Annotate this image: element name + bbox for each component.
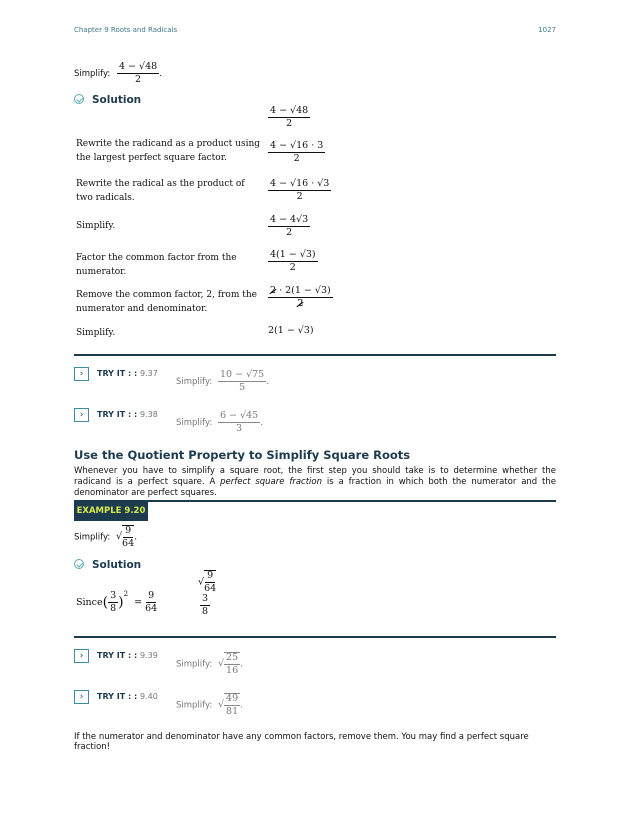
fraction-denominator: 2 xyxy=(135,73,142,85)
example-banner: EXAMPLE 9.20 xyxy=(74,502,148,521)
try-it-title: TRY IT : : xyxy=(97,651,138,660)
try-it-title: TRY IT : : xyxy=(97,692,138,701)
fraction-denominator: 2 xyxy=(286,226,293,238)
base-fraction xyxy=(108,591,118,614)
page-number: 1027 xyxy=(538,26,556,34)
fraction-numerator: 4 − 4√3 xyxy=(270,214,309,225)
fraction-denominator: 64 xyxy=(122,537,135,549)
fraction-numerator: 6 − √45 xyxy=(219,410,259,421)
radical-fraction: √ $\frac{9}{64}$ xyxy=(115,525,135,549)
fraction-numerator: 3 xyxy=(110,590,117,602)
radicand-fraction xyxy=(224,652,240,676)
term-emphasis: perfect square fraction xyxy=(220,477,322,487)
fraction-denominator: 3 xyxy=(236,422,243,434)
section-divider xyxy=(74,354,556,356)
solution-label: Solution xyxy=(92,559,142,571)
cancelled-factor: 2 xyxy=(270,285,277,296)
example-prompt xyxy=(74,525,137,549)
exponent: 2 xyxy=(123,590,129,598)
step-text: Factor the common factor from the numerator. xyxy=(76,253,237,277)
fraction-denominator: 16 xyxy=(226,664,239,676)
simplify-label: Simplify: xyxy=(74,68,111,79)
check-circle-icon xyxy=(74,94,84,104)
fraction-denominator: 8 xyxy=(202,605,209,617)
step-expression xyxy=(268,286,333,309)
period: . xyxy=(240,658,244,670)
try-it-expand-button[interactable]: › xyxy=(74,367,89,381)
footer-paragraph: If the numerator and denominator have any common factors, remove them. You may find a perfect square fraction! xyxy=(74,732,529,752)
simplify-label: Simplify: xyxy=(176,700,213,711)
simplify-label: Simplify: xyxy=(176,376,213,387)
try-it-label xyxy=(97,369,158,378)
try-it-fraction xyxy=(218,411,260,434)
step-text: Rewrite the radicand as a product using the largest perfect square factor. xyxy=(76,139,261,163)
section-title: Use the Quotient Property to Simplify Square Roots xyxy=(74,448,411,462)
fraction-numerator xyxy=(268,286,333,298)
fraction-numerator: 25 xyxy=(226,652,239,663)
radical-expression: √ $\frac{9}{64}$ xyxy=(198,570,217,594)
chapter-header: Chapter 9 Roots and Radicals xyxy=(74,26,178,34)
radicand-fraction xyxy=(224,693,240,717)
since-statement xyxy=(76,590,157,614)
try-it-title: TRY IT : : xyxy=(97,410,138,419)
period: . xyxy=(260,416,264,428)
fraction-numerator: 4 − √48 xyxy=(118,61,158,72)
paragraph-text: is a fraction in which both the numerator and the denominator are perfect squares. xyxy=(74,477,556,498)
try-it-fraction xyxy=(218,370,266,393)
try-it-prompt xyxy=(176,411,263,434)
fraction-numerator: 4 − √48 xyxy=(270,105,309,116)
fraction-numerator: 4(1 − √3) xyxy=(270,249,316,260)
fraction-denominator: 8 xyxy=(110,603,117,614)
numerator-remainder: · 2(1 − √3) xyxy=(276,285,331,296)
fraction-denominator: 2 xyxy=(289,261,296,273)
fraction-numerator: 49 xyxy=(226,693,239,704)
start-expression xyxy=(268,106,310,129)
radical-fraction: √ $\frac{25}{16}$ xyxy=(217,652,239,676)
rhs-fraction xyxy=(145,591,157,614)
fraction-numerator: 4 − √16 · 3 xyxy=(270,140,324,151)
fraction-denominator: 2 xyxy=(293,152,300,164)
fraction-numerator: 9 xyxy=(148,590,155,602)
fraction-numerator: 3 xyxy=(202,593,209,604)
try-it-expand-button[interactable]: › xyxy=(74,690,89,704)
fraction-denominator: 81 xyxy=(226,705,239,717)
step-expression xyxy=(268,179,331,202)
paragraph-text: Whenever you have to simplify a square root, the first step you should take is to determine whether the radicand is a perfect square. A xyxy=(74,466,556,487)
try-it-expand-button[interactable]: › xyxy=(74,649,89,663)
simplify-label: Simplify: xyxy=(74,532,111,543)
solution-heading-1 xyxy=(74,88,141,107)
example-prompt xyxy=(74,62,162,85)
solution-heading-2 xyxy=(74,553,141,572)
cancelled-factor: 2 xyxy=(297,297,304,309)
period: . xyxy=(159,67,163,79)
step-text: Simplify. xyxy=(76,221,116,231)
step-result: 2(1 − √3) xyxy=(268,325,314,336)
fraction-numerator: 9 xyxy=(207,570,214,581)
section-divider xyxy=(74,636,556,638)
left-paren: ( xyxy=(102,594,109,611)
try-it-label xyxy=(97,692,158,701)
radical-fraction: √ $\frac{49}{81}$ xyxy=(217,693,239,717)
try-it-prompt xyxy=(176,693,243,717)
equals-sign: = xyxy=(134,597,143,608)
try-it-prompt xyxy=(176,652,243,676)
period: . xyxy=(134,531,138,543)
fraction-denominator: 2 xyxy=(296,190,303,202)
try-it-prompt xyxy=(176,370,269,393)
try-it-title: TRY IT : : xyxy=(97,369,138,378)
prompt-fraction xyxy=(117,62,159,85)
fraction-denominator: 5 xyxy=(239,381,246,393)
try-it-number: 9.37 xyxy=(139,369,158,378)
since-word: Since xyxy=(76,597,103,608)
step-expression xyxy=(268,141,325,164)
simplify-label: Simplify: xyxy=(176,417,213,428)
try-it-label xyxy=(97,651,158,660)
fraction-denominator xyxy=(297,298,303,309)
check-circle-icon xyxy=(74,559,84,569)
fraction-denominator: 2 xyxy=(286,117,293,129)
try-it-expand-button[interactable]: › xyxy=(74,408,89,422)
try-it-label xyxy=(97,410,158,419)
fraction-numerator: 10 − √75 xyxy=(219,369,265,380)
fraction-numerator: 9 xyxy=(125,525,132,536)
step-text: Simplify. xyxy=(76,328,116,338)
try-it-number: 9.39 xyxy=(139,651,158,660)
right-paren: ) xyxy=(118,594,124,611)
try-it-number: 9.38 xyxy=(139,410,158,419)
answer-fraction xyxy=(200,594,210,617)
radicand-fraction xyxy=(122,525,134,549)
radicand-fraction xyxy=(204,570,216,594)
solution-label: Solution xyxy=(92,94,142,106)
step-expression xyxy=(268,250,318,273)
section-paragraph xyxy=(74,466,556,499)
step-expression xyxy=(268,215,310,238)
period: . xyxy=(240,699,244,711)
simplify-label: Simplify: xyxy=(176,659,213,670)
try-it-number: 9.40 xyxy=(139,692,158,701)
fraction-numerator: 4 − √16 · √3 xyxy=(270,178,330,189)
step-text: Rewrite the radical as the product of two radicals. xyxy=(76,179,245,203)
step-text: Remove the common factor, 2, from the numerator and denominator. xyxy=(76,290,257,314)
fraction-denominator: 64 xyxy=(204,582,217,594)
fraction-denominator: 64 xyxy=(145,603,158,614)
period: . xyxy=(266,375,270,387)
